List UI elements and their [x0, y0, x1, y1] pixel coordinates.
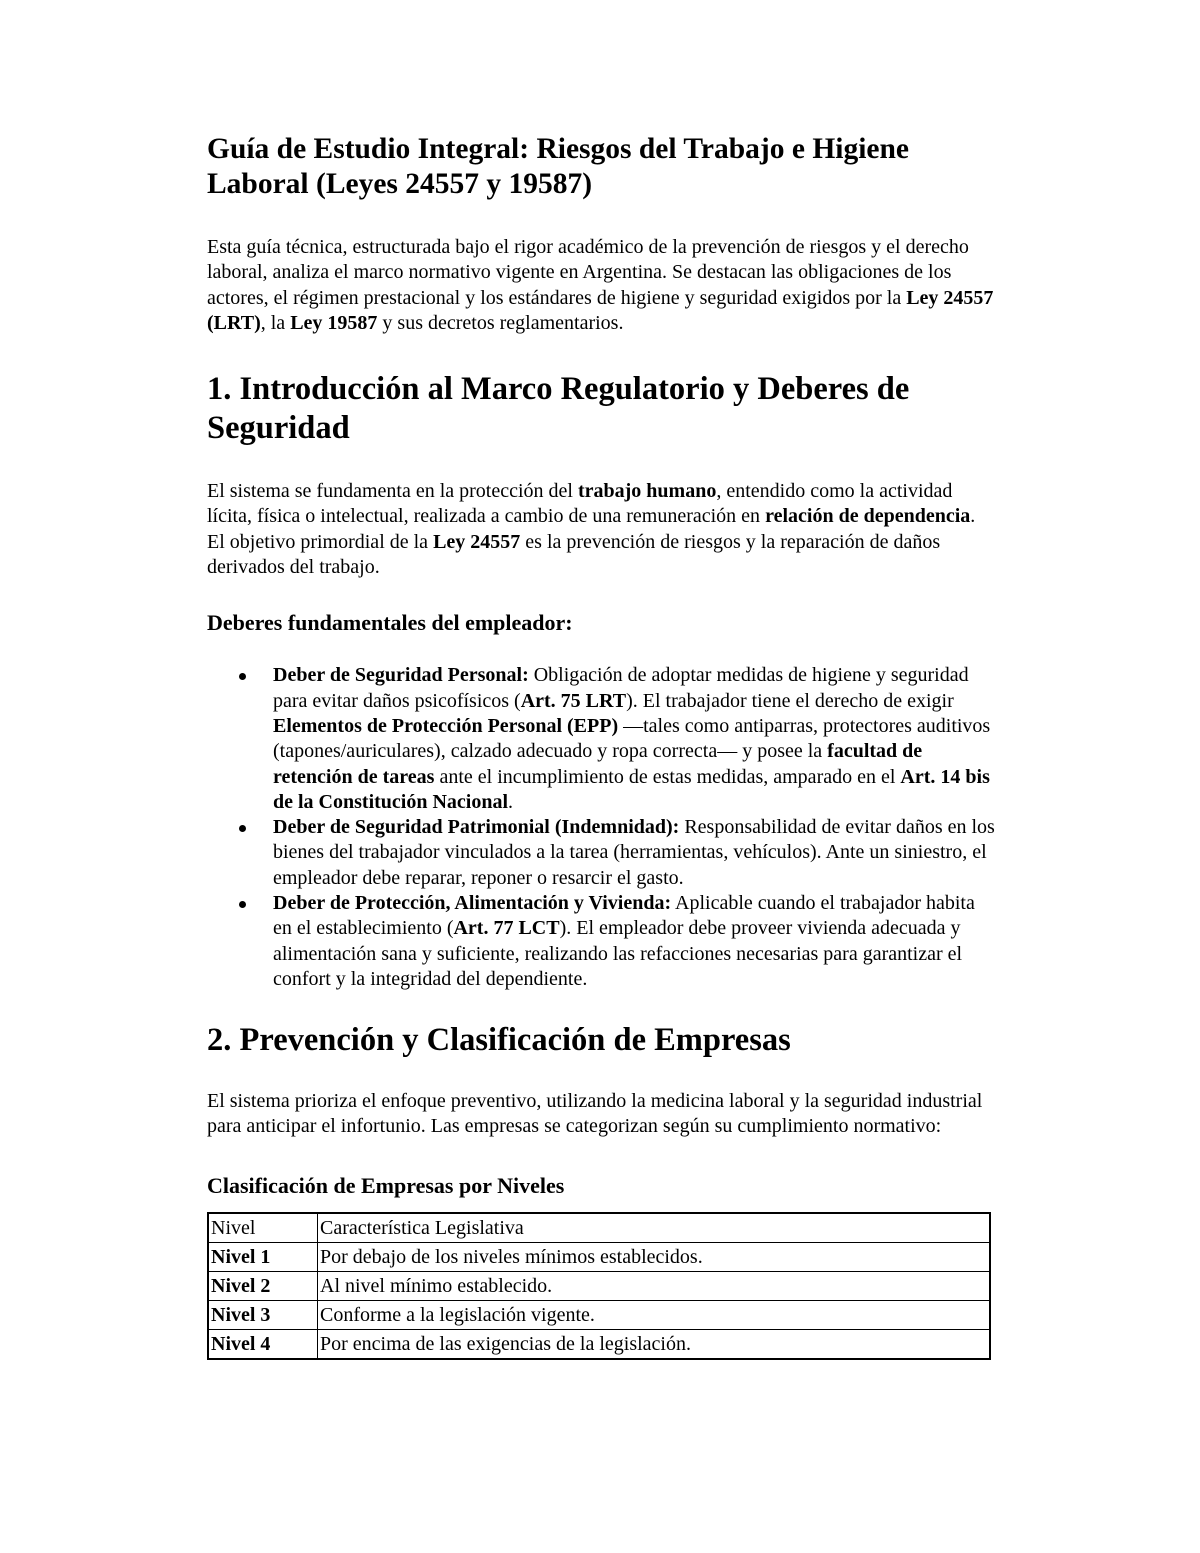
level-cell: Nivel 4 — [208, 1330, 318, 1360]
description-cell: Al nivel mínimo establecido. — [318, 1272, 991, 1301]
duty-text: Aplicable cuando el trabajador habita en el establecimiento ( — [273, 892, 975, 940]
intro-text: Esta guía técnica, estructurada bajo el rigor académico de la prevención de riesgos y el derecho laboral, analiza el marco normativo vigente en Argentina. Se destacan las obligaciones de los actores, el régimen prestacional y los estándares de higiene y seguridad exigidos por la — [207, 236, 969, 309]
duty-text: ante el incumplimiento de estas medidas, amparado en el — [434, 765, 901, 788]
section-2-paragraph: El sistema prioriza el enfoque preventivo, utilizando la medicina laboral y la seguridad industrial para anticipar el infortunio. Las empresas se categorizan según su cumplimiento normativo: — [207, 1089, 983, 1138]
table-row — [208, 1301, 990, 1330]
table-header-cell: Característica Legislativa — [318, 1213, 991, 1243]
section-1-heading: 1. Introducción al Marco Regulatorio y Deberes de Seguridad — [207, 371, 910, 446]
bold-term: facultad de retención de tareas — [273, 740, 923, 788]
duty-text: ). El empleador debe proveer vivienda adecuada y alimentación sana y suficiente, realizando las refacciones necesarias para garantizar el confort y la integridad del dependiente. — [273, 917, 963, 990]
intro-text: , la — [260, 311, 291, 334]
employer-duties-subheading: Deberes fundamentales del empleador: — [207, 610, 573, 636]
paragraph-text: , entendido como la actividad lícita, física o intelectual, realizada a cambio de una remuneración en — [207, 480, 953, 528]
intro-paragraph — [207, 235, 997, 336]
bold-term: Elementos de Protección Personal (EPP) — [273, 714, 619, 737]
law-reference: Ley 19587 — [290, 311, 378, 334]
list-item — [207, 663, 997, 815]
table-header-row — [208, 1213, 990, 1243]
bullet-icon — [239, 825, 246, 832]
table-row — [208, 1272, 990, 1301]
description-cell: Conforme a la legislación vigente. — [318, 1301, 991, 1330]
intro-text: y sus decretos reglamentarios. — [377, 311, 624, 334]
bold-term: Ley 24557 — [433, 530, 521, 553]
company-levels-subheading: Clasificación de Empresas por Niveles — [207, 1173, 565, 1199]
duty-title: Deber de Seguridad Patrimonial (Indemnidad): — [273, 816, 680, 839]
level-cell: Nivel 3 — [208, 1301, 318, 1330]
level-cell: Nivel 1 — [208, 1243, 318, 1272]
duty-title: Deber de Protección, Alimentación y Vivienda: — [273, 892, 672, 915]
list-item — [207, 891, 997, 992]
level-cell: Nivel 2 — [208, 1272, 318, 1301]
bold-term: Art. 75 LRT — [520, 689, 627, 712]
list-item — [207, 815, 997, 891]
paragraph-text: El sistema se fundamenta en la protección del — [207, 480, 578, 503]
bold-term: trabajo humano — [577, 480, 717, 503]
duty-text: Responsabilidad de evitar daños en los bienes del trabajador vinculados a la tarea (herramientas, vehículos). Ante un siniestro, el empleador debe reparar, reponer o resarcir el gasto. — [273, 816, 995, 889]
section-1-paragraph — [207, 479, 997, 580]
section-2-heading: 2. Prevención y Clasificación de Empresas — [207, 1022, 791, 1059]
bullet-icon — [239, 901, 246, 908]
company-levels-table — [207, 1212, 991, 1360]
description-cell: Por debajo de los niveles mínimos establecidos. — [318, 1243, 991, 1272]
paragraph-text: es la prevención de riesgos y la reparación de daños derivados del trabajo. — [207, 530, 941, 579]
table-row — [208, 1330, 990, 1360]
document-title: Guía de Estudio Integral: Riesgos del Trabajo e Higiene Laboral (Leyes 24557 y 19587) — [207, 133, 910, 200]
duty-text: Obligación de adoptar medidas de higiene y seguridad para evitar daños psicofísicos ( — [273, 664, 969, 712]
duty-text: —tales como antiparras, protectores auditivos (tapones/auriculares), calzado adecuado y ropa correcta— y posee la — [273, 714, 991, 763]
law-reference: Ley 24557 (LRT) — [207, 286, 994, 334]
document-content — [207, 132, 997, 1360]
table-row — [208, 1243, 990, 1272]
duty-text: . — [508, 790, 514, 813]
bold-term: relación de dependencia — [765, 505, 971, 528]
duty-text: ). El trabajador tiene el derecho de exigir — [626, 689, 954, 712]
bullet-icon — [239, 673, 246, 680]
paragraph-text: . El objetivo primordial de la — [207, 505, 976, 553]
bold-term: Art. 77 LCT — [453, 917, 560, 940]
description-cell: Por encima de las exigencias de la legislación. — [318, 1330, 991, 1360]
table-header-cell: Nivel — [208, 1213, 318, 1243]
duty-title: Deber de Seguridad Personal: — [273, 664, 529, 687]
bold-term: Art. 14 bis de la Constitución Nacional — [273, 765, 990, 813]
employer-duties-list — [207, 663, 997, 992]
